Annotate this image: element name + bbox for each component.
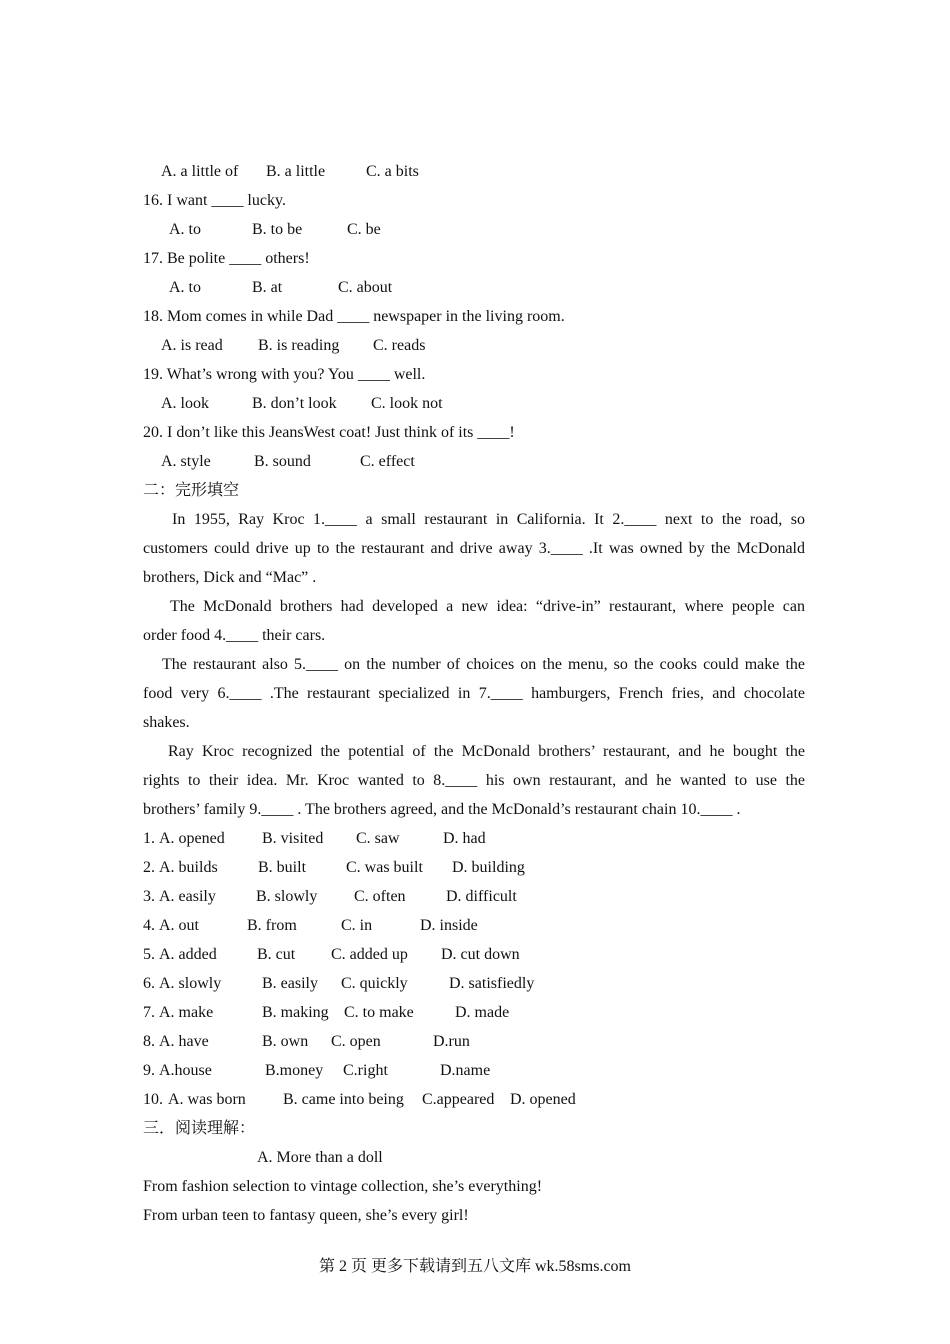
option: B. visited bbox=[262, 830, 324, 847]
option: C. to make bbox=[344, 1004, 414, 1021]
passage-line: order food 4.____ their cars. bbox=[143, 627, 326, 644]
passage-line: shakes. bbox=[143, 714, 190, 731]
option: B. don’t look bbox=[252, 395, 337, 412]
option: A. easily bbox=[159, 888, 216, 905]
question-stem: 16. I want ____ lucky. bbox=[143, 192, 286, 209]
option: D. inside bbox=[420, 917, 478, 934]
option: D.run bbox=[433, 1033, 470, 1050]
option: C. added up bbox=[331, 946, 408, 963]
option: D.name bbox=[440, 1062, 491, 1079]
passage-line: customers could drive up to the restaurant and drive away 3.____ .It was owned by the McDonald bbox=[143, 540, 805, 557]
option: A. style bbox=[161, 453, 211, 470]
option: B. is reading bbox=[258, 337, 340, 354]
passage-line: brothers’ family 9.____ . The brothers agreed, and the McDonald’s restaurant chain 10.____ . bbox=[143, 801, 741, 818]
option: C. often bbox=[354, 888, 406, 905]
option: B. cut bbox=[257, 946, 296, 963]
choice-number: 3. bbox=[143, 888, 155, 905]
option: B. making bbox=[262, 1004, 329, 1021]
choice-number: 7. bbox=[143, 1004, 155, 1021]
option: C. open bbox=[331, 1033, 381, 1050]
choice-number: 5. bbox=[143, 946, 155, 963]
option: D. building bbox=[452, 859, 525, 876]
option: A. make bbox=[159, 1004, 214, 1021]
passage-title: A. More than a doll bbox=[257, 1149, 383, 1166]
passage-line: brothers, Dick and “Mac” . bbox=[143, 569, 317, 586]
option: A. have bbox=[159, 1033, 209, 1050]
option: A. a little of bbox=[161, 163, 239, 180]
question-stem: 17. Be polite ____ others! bbox=[143, 250, 310, 267]
option: C.right bbox=[343, 1062, 388, 1079]
option: C. reads bbox=[373, 337, 426, 354]
option: A. is read bbox=[161, 337, 223, 354]
option: A.house bbox=[159, 1062, 212, 1079]
option: B. at bbox=[252, 279, 283, 296]
option: D. opened bbox=[510, 1091, 576, 1108]
option: B. sound bbox=[254, 453, 311, 470]
passage-line: food very 6.____ .The restaurant specialized in 7.____ hamburgers, French fries, and chocolate bbox=[143, 685, 805, 702]
section-heading: 二：完形填空 bbox=[143, 482, 240, 499]
option: D. difficult bbox=[446, 888, 517, 905]
option: A. builds bbox=[159, 859, 218, 876]
passage-line: From fashion selection to vintage collection, she’s everything! bbox=[143, 1178, 543, 1195]
question-stem: 19. What’s wrong with you? You ____ well. bbox=[143, 366, 426, 383]
choice-number: 6. bbox=[143, 975, 155, 992]
option: B. own bbox=[262, 1033, 309, 1050]
section-heading: 三．阅读理解： bbox=[143, 1120, 256, 1137]
option: D. had bbox=[443, 830, 486, 847]
choice-number: 1. bbox=[143, 830, 155, 847]
option: C.appeared bbox=[422, 1091, 495, 1108]
option: B. slowly bbox=[256, 888, 318, 905]
passage-line: The McDonald brothers had developed a new idea: “drive-in” restaurant, where people can bbox=[170, 598, 805, 615]
option: B. came into being bbox=[283, 1091, 404, 1108]
option: D. cut down bbox=[441, 946, 520, 963]
option: C. look not bbox=[371, 395, 443, 412]
option: B. easily bbox=[262, 975, 318, 992]
option: A. look bbox=[161, 395, 209, 412]
option: C. in bbox=[341, 917, 373, 934]
option: D. made bbox=[455, 1004, 510, 1021]
option: B. from bbox=[247, 917, 297, 934]
passage-line: The restaurant also 5.____ on the number of choices on the menu, so the cooks could make the bbox=[162, 656, 805, 673]
option: A. was born bbox=[168, 1091, 246, 1108]
choice-number: 2. bbox=[143, 859, 155, 876]
choice-number: 10. bbox=[143, 1091, 163, 1108]
option: C. about bbox=[338, 279, 393, 296]
option: C. effect bbox=[360, 453, 415, 470]
option: B. a little bbox=[266, 163, 326, 180]
option: A. added bbox=[159, 946, 217, 963]
option: B. to be bbox=[252, 221, 303, 238]
option: D. satisfiedly bbox=[449, 975, 535, 992]
option: B. built bbox=[258, 859, 307, 876]
option: A. out bbox=[159, 917, 199, 934]
choice-number: 4. bbox=[143, 917, 155, 934]
question-stem: 20. I don’t like this JeansWest coat! Just think of its ____! bbox=[143, 424, 515, 441]
option: C. saw bbox=[356, 830, 400, 847]
choice-number: 8. bbox=[143, 1033, 155, 1050]
option: C. was built bbox=[346, 859, 423, 876]
option: C. a bits bbox=[366, 163, 419, 180]
option: B.money bbox=[265, 1062, 324, 1079]
option: C. be bbox=[347, 221, 381, 238]
option: A. slowly bbox=[159, 975, 222, 992]
passage-line: From urban teen to fantasy queen, she’s every girl! bbox=[143, 1207, 469, 1224]
page-footer: 第 2 页 更多下载请到五八文库 wk.58sms.com bbox=[318, 1258, 631, 1275]
question-stem: 18. Mom comes in while Dad ____ newspaper in the living room. bbox=[143, 308, 565, 325]
passage-line: Ray Kroc recognized the potential of the McDonald brothers’ restaurant, and he bought the bbox=[168, 743, 805, 760]
passage-line: In 1955, Ray Kroc 1.____ a small restaurant in California. It 2.____ next to the road, so bbox=[172, 511, 805, 528]
option: C. quickly bbox=[341, 975, 408, 992]
option: A. opened bbox=[159, 830, 225, 847]
option: A. to bbox=[169, 221, 201, 238]
passage-line: rights to their idea. Mr. Kroc wanted to 8.____ his own restaurant, and he wanted to use the bbox=[143, 772, 805, 789]
choice-number: 9. bbox=[143, 1062, 155, 1079]
option: A. to bbox=[169, 279, 201, 296]
